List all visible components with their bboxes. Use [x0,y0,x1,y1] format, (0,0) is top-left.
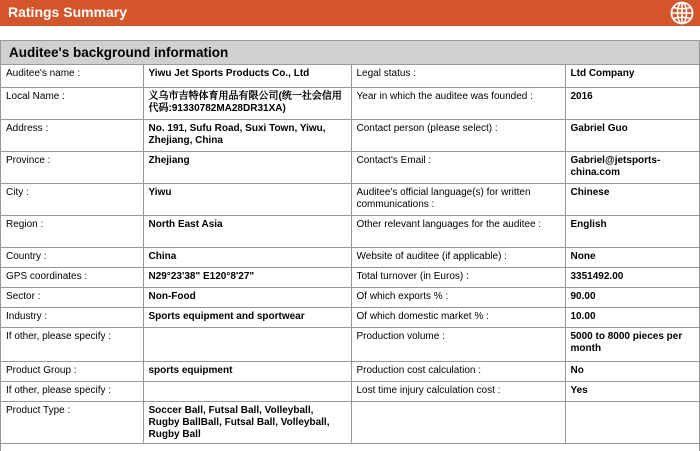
field-label: If other, please specify : [1,327,143,361]
field-value: Chinese [565,183,699,215]
globe-icon[interactable] [670,1,694,25]
field-value: 10.00 [565,307,699,327]
ratings-summary-bar [0,0,700,26]
field-value: 5000 to 8000 pieces per month [565,327,699,361]
table-row [1,151,699,183]
table-row [1,119,699,151]
field-value: Soccer Ball, Futsal Ball, Volleyball, Rugby BallBall, Futsal Ball, Volleyball, Rugby Ball [143,401,351,443]
field-value [565,401,699,443]
field-value: sports equipment [143,361,351,381]
field-value: Sports equipment and sportwear [143,307,351,327]
auditee-background-section [0,40,700,451]
field-value: 2016 [565,87,699,119]
field-value: Non-Food [143,287,351,307]
field-value: Yiwu Jet Sports Products Co., Ltd [143,65,351,87]
table-row [1,287,699,307]
field-value: English [565,215,699,247]
table-row [1,183,699,215]
field-label: Local Name : [1,87,143,119]
field-value: Gabriel Guo [565,119,699,151]
field-label: Product Group : [1,361,143,381]
field-label: Contact person (please select) : [351,119,565,151]
field-label: Country : [1,247,143,267]
field-label: Address : [1,119,143,151]
field-label: Product Type : [1,401,143,443]
table-row [1,381,699,401]
field-value: Zhejiang [143,151,351,183]
field-value: Yes [565,381,699,401]
field-label: Auditee's official language(s) for written communications : [351,183,565,215]
table-row [1,267,699,287]
field-label: Production cost calculation : [351,361,565,381]
field-label: Legal status : [351,65,565,87]
field-value: Ltd Company [565,65,699,87]
field-label: If other, please specify : [1,381,143,401]
field-label [351,401,565,443]
field-value: 90.00 [565,287,699,307]
field-label: Other relevant languages for the auditee : [351,215,565,247]
field-value: N29°23'38" E120°8'27" [143,267,351,287]
field-value: None [565,247,699,267]
field-label: Year in which the auditee was founded : [351,87,565,119]
field-value: North East Asia [143,215,351,247]
table-row [1,215,699,247]
field-label: Contact's Email : [351,151,565,183]
table-row [1,247,699,267]
table-row [1,65,699,87]
table-row [1,327,699,361]
field-label: Region : [1,215,143,247]
field-label: Website of auditee (if applicable) : [351,247,565,267]
field-value: China [143,247,351,267]
field-label: Province : [1,151,143,183]
field-label: Production volume : [351,327,565,361]
field-label: Industry : [1,307,143,327]
auditee-info-table [1,65,699,444]
field-value: Yiwu [143,183,351,215]
field-value: No [565,361,699,381]
field-label: Total turnover (in Euros) : [351,267,565,287]
field-value [143,381,351,401]
field-label: Of which exports % : [351,287,565,307]
field-value: Gabriel@jetsports-china.com [565,151,699,183]
table-row [1,307,699,327]
field-value: 义乌市吉特体育用品有限公司(统一社会信用代码:91330782MA28DR31XA) [143,87,351,119]
field-label: Of which domestic market % : [351,307,565,327]
field-label: Auditee's name : [1,65,143,87]
field-label: Lost time injury calculation cost : [351,381,565,401]
table-row [1,361,699,381]
field-label: City : [1,183,143,215]
ratings-summary-title: Ratings Summary [8,4,128,20]
table-row [1,401,699,443]
field-label: GPS coordinates : [1,267,143,287]
field-value: No. 191, Sufu Road, Suxi Town, Yiwu, Zhejiang, China [143,119,351,151]
field-value: 3351492.00 [565,267,699,287]
table-row [1,87,699,119]
field-label: Sector : [1,287,143,307]
section-title: Auditee's background information [1,41,699,65]
field-value [143,327,351,361]
